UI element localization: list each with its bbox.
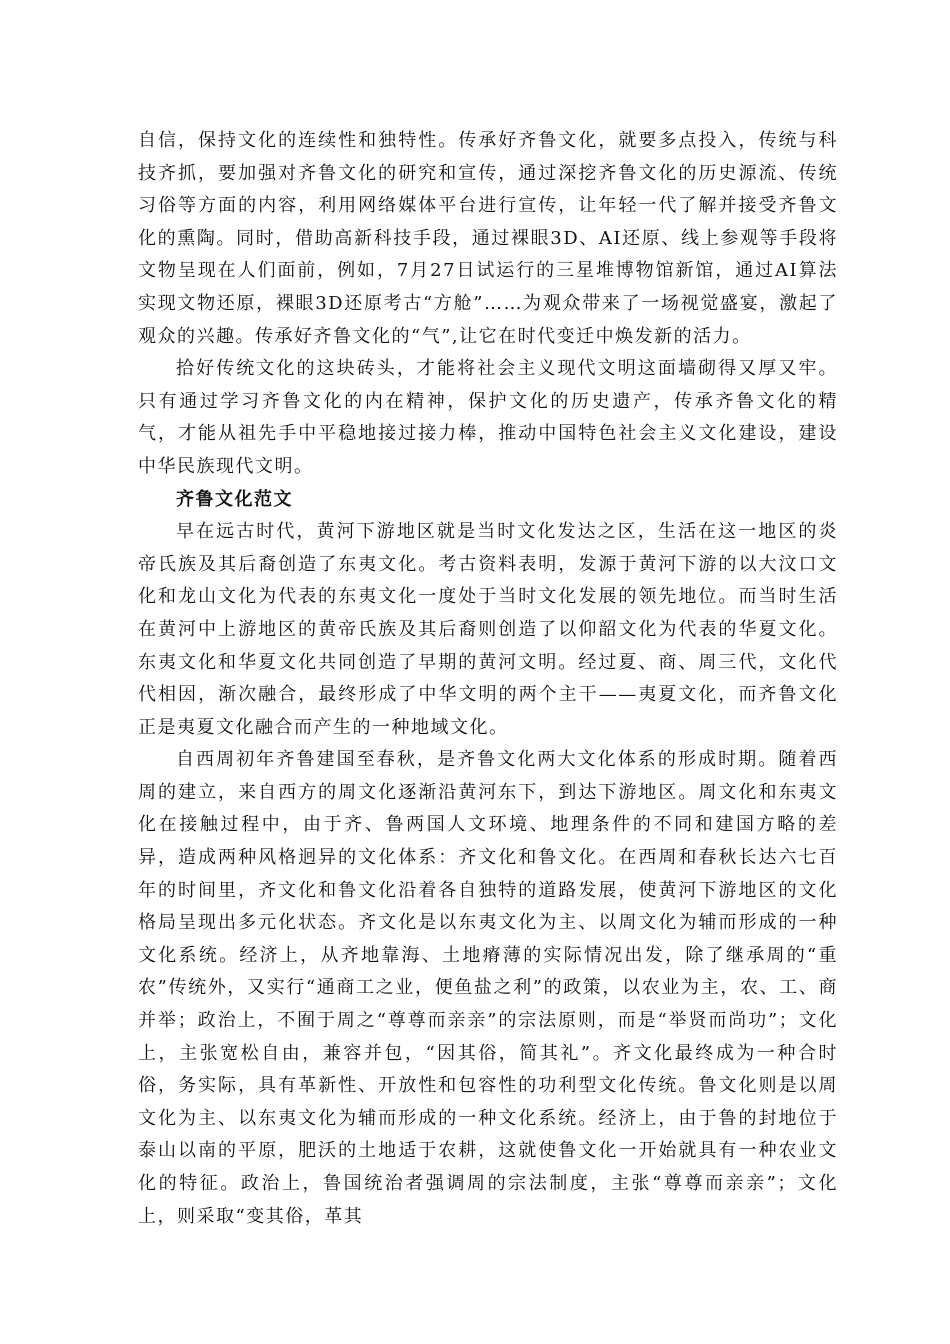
paragraph-origins: 早在远古时代，黄河下游地区就是当时文化发达之区，生活在这一地区的炎帝氏族及其后裔创造了东夷文化。考古资料表明，发源于黄河下游的以大汶口文化和龙山文化为代表的东夷文化一度处于当时文化发展的领先地位。而当时生活在黄河中上游地区的黄帝氏族及其后裔则创造了以仰韶文化为代表的华夏文化。东夷文化和华夏文化共同创造了早期的黄河文明。经过夏、商、周三代，文化代代相因，渐次融合，最终形成了中华文明的两个主干——夷夏文化，而齐鲁文化正是夷夏文化融合而产生的一种地域文化。 [138,521,838,738]
document-body [138,125,838,1233]
section-heading: 齐鲁文化范文 [176,488,293,510]
paragraph-continuation: 自信，保持文化的连续性和独特性。传承好齐鲁文化，就要多点投入，传统与科技齐抓，要加强对齐鲁文化的研究和宣传，通过深挖齐鲁文化的历史源流、传统习俗等方面的内容，利用网络媒体平台进行宣传，让年轻一代了解并接受齐鲁文化的熏陶。同时，借助高新科技手段，通过裸眼3D、AI还原、线上参观等手段将文物呈现在人们面前，例如，7月27日试运行的三星堆博物馆新馆，通过AI算法实现文物还原，裸眼3D还原考古“方舱”……为观众带来了一场视觉盛宴，激起了观众的兴趣。传承好齐鲁文化的“气”,让它在时代变迁中焕发新的活力。 [138,130,838,347]
paragraph-formation: 自西周初年齐鲁建国至春秋，是齐鲁文化两大文化体系的形成时期。随着西周的建立，来自西方的周文化逐渐沿黄河东下，到达下游地区。周文化和东夷文化在接触过程中，由于齐、鲁两国人文环境、地理条件的不同和建国方略的差异，造成两种风格迥异的文化体系：齐文化和鲁文化。在西周和春秋长达六七百年的时间里，齐文化和鲁文化沿着各自独特的道路发展，使黄河下游地区的文化格局呈现出多元化状态。齐文化是以东夷文化为主、以周文化为辅而形成的一种文化系统。经济上，从齐地靠海、土地瘠薄的实际情况出发，除了继承周的“重农”传统外，又实行“通商工之业，便鱼盐之利”的政策，以农业为主，农、工、商并举；政治上，不囿于周之“尊尊而亲亲”的宗法原则，而是“举贤而尚功”；文化上，主张宽松自由，兼容并包，“因其俗，简其礼”。齐文化最终成为一种合时俗，务实际，具有革新性、开放性和包容性的功利型文化传统。鲁文化则是以周文化为主、以东夷文化为辅而形成的一种文化系统。经济上，由于鲁的封地位于泰山以南的平原，肥沃的土地适于农耕，这就使鲁文化一开始就具有一种农业文化的特征。政治上，鲁国统治者强调周的宗法制度，主张“尊尊而亲亲”；文化上，则采取“变其俗，革其 [138,749,838,1227]
paragraph-conclusion: 拾好传统文化的这块砖头，才能将社会主义现代文明这面墙砌得又厚又牢。只有通过学习齐鲁文化的内在精神，保护文化的历史遗产，传承齐鲁文化的精气，才能从祖先手中平稳地接过接力棒，推动中国特色社会主义文化建设，建设中华民族现代文明。 [138,358,838,477]
